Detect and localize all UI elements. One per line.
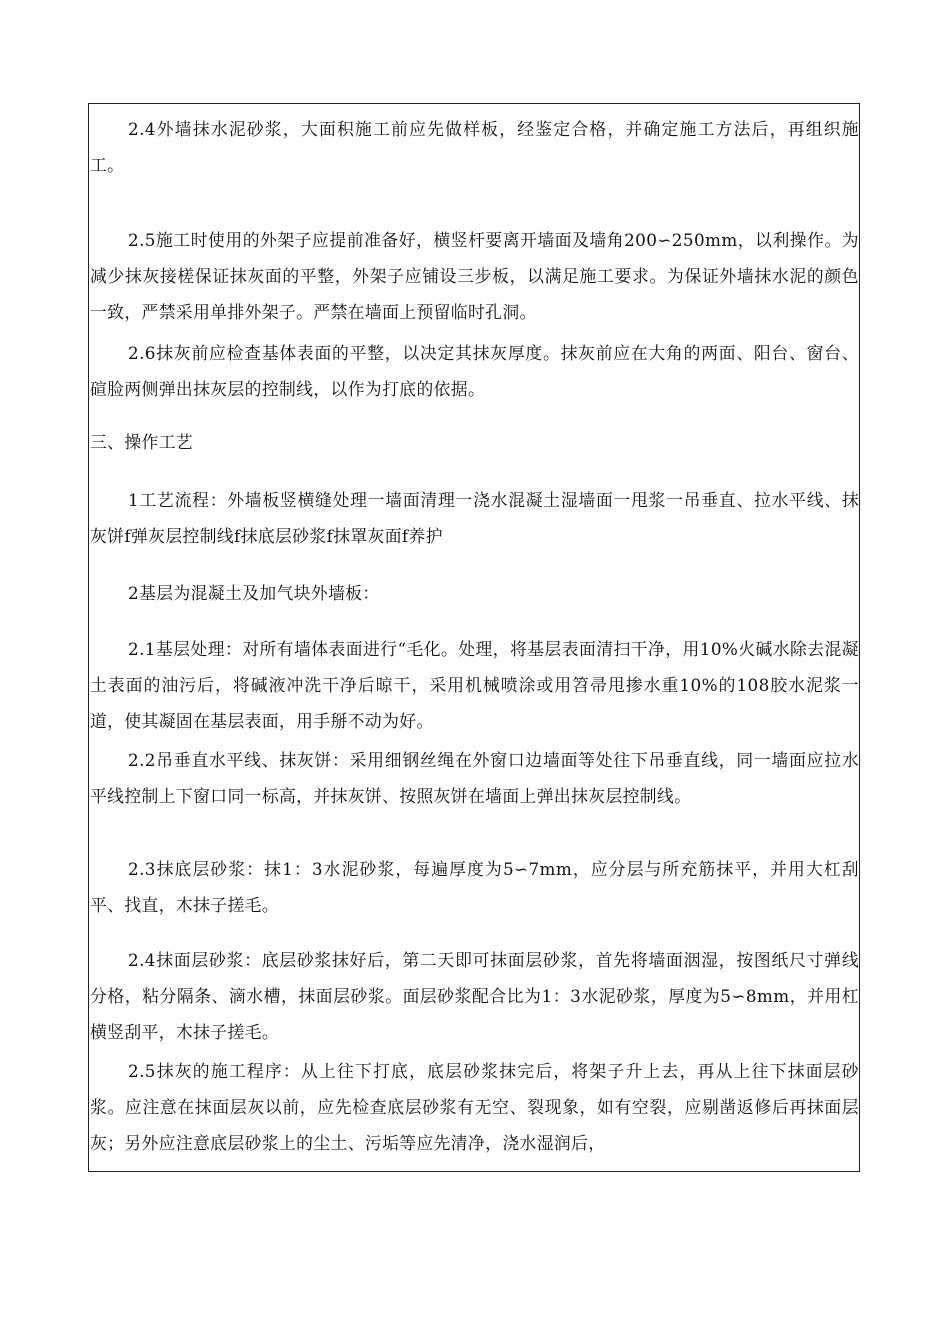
paragraph-2-base-layer: 2基层为混凝土及加气块外墙板： xyxy=(128,583,380,603)
paragraph-2-5-construction-sequence: 2.5抹灰的施工程序：从上往下打底，底层砂浆抹完后，将架子升上去，再从上往下抹面层砂浆。应注意在抹面层灰以前，应先检查底层砂浆有无空、裂现象，如有空裂，应剔凿返修后再抹面层灰；另外应注意底层砂浆上的尘土、污垢等应先清净，浇水湿润后， xyxy=(90,1061,859,1153)
paragraph-2-4-exterior-wall-plaster: 2.4外墙抹水泥砂浆，大面积施工前应先做样板，经鉴定合格，并确定施工方法后，再组织施工。 xyxy=(90,119,859,175)
paragraph-2-3-base-mortar: 2.3抹底层砂浆：抹1：3水泥砂浆，每遍厚度为5∽7mm，应分层与所充筋抹平，并用大杠刮平、找直，木抹子搓毛。 xyxy=(90,859,859,915)
paragraph-2-6-flatness-check: 2.6抹灰前应检查基体表面的平整，以决定其抹灰厚度。抹灰前应在大角的两面、阳台、窗台、碹脸两侧弹出抹灰层的控制线，以作为打底的依据。 xyxy=(90,343,859,399)
paragraph-2-1-base-treatment: 2.1基层处理：对所有墙体表面进行“毛化。处理，将基层表面清扫干净，用10%火碱水除去混凝土表面的油污后，将碱液冲洗干净后晾干，采用机械喷涂或用笤帚甩掺水重10%的108胶水泥浆一道，使其凝固在基层表面，用手掰不动为好。 xyxy=(90,639,859,731)
section-heading-operation-process: 三、操作工艺 xyxy=(90,432,194,452)
paragraph-1-process-flow: 1工艺流程：外墙板竖横缝处理一墙面清理一浇水混凝土湿墙面一甩浆一吊垂直、拉水平线、抹灰饼f弹灰层控制线f抹底层砂浆f抹罩灰面f养护 xyxy=(90,490,859,546)
paragraph-2-5-scaffolding: 2.5施工时使用的外架子应提前准备好，横竖杆要离开墙面及墙角200∽250mm，以利操作。为减少抹灰接槎保证抹灰面的平整，外架子应铺设三步板，以满足施工要求。为保证外墙抹水泥的颜色一致，严禁采用单排外架子。严禁在墙面上预留临时孔洞。 xyxy=(90,230,859,322)
paragraph-2-4-surface-mortar: 2.4抹面层砂浆：底层砂浆抹好后，第二天即可抹面层砂浆，首先将墙面洇湿，按图纸尺寸弹线分格，粘分隔条、滴水槽，抹面层砂浆。面层砂浆配合比为1：3水泥砂浆，厚度为5∽8mm，并用杠横竖刮平，木抹子搓毛。 xyxy=(90,950,859,1042)
paragraph-2-2-plumb-lines: 2.2吊垂直水平线、抹灰饼：采用细钢丝绳在外窗口边墙面等处往下吊垂直线，同一墙面应拉水平线控制上下窗口同一标高，并抹灰饼、按照灰饼在墙面上弹出抹灰层控制线。 xyxy=(90,750,859,806)
document-frame xyxy=(88,103,860,1172)
